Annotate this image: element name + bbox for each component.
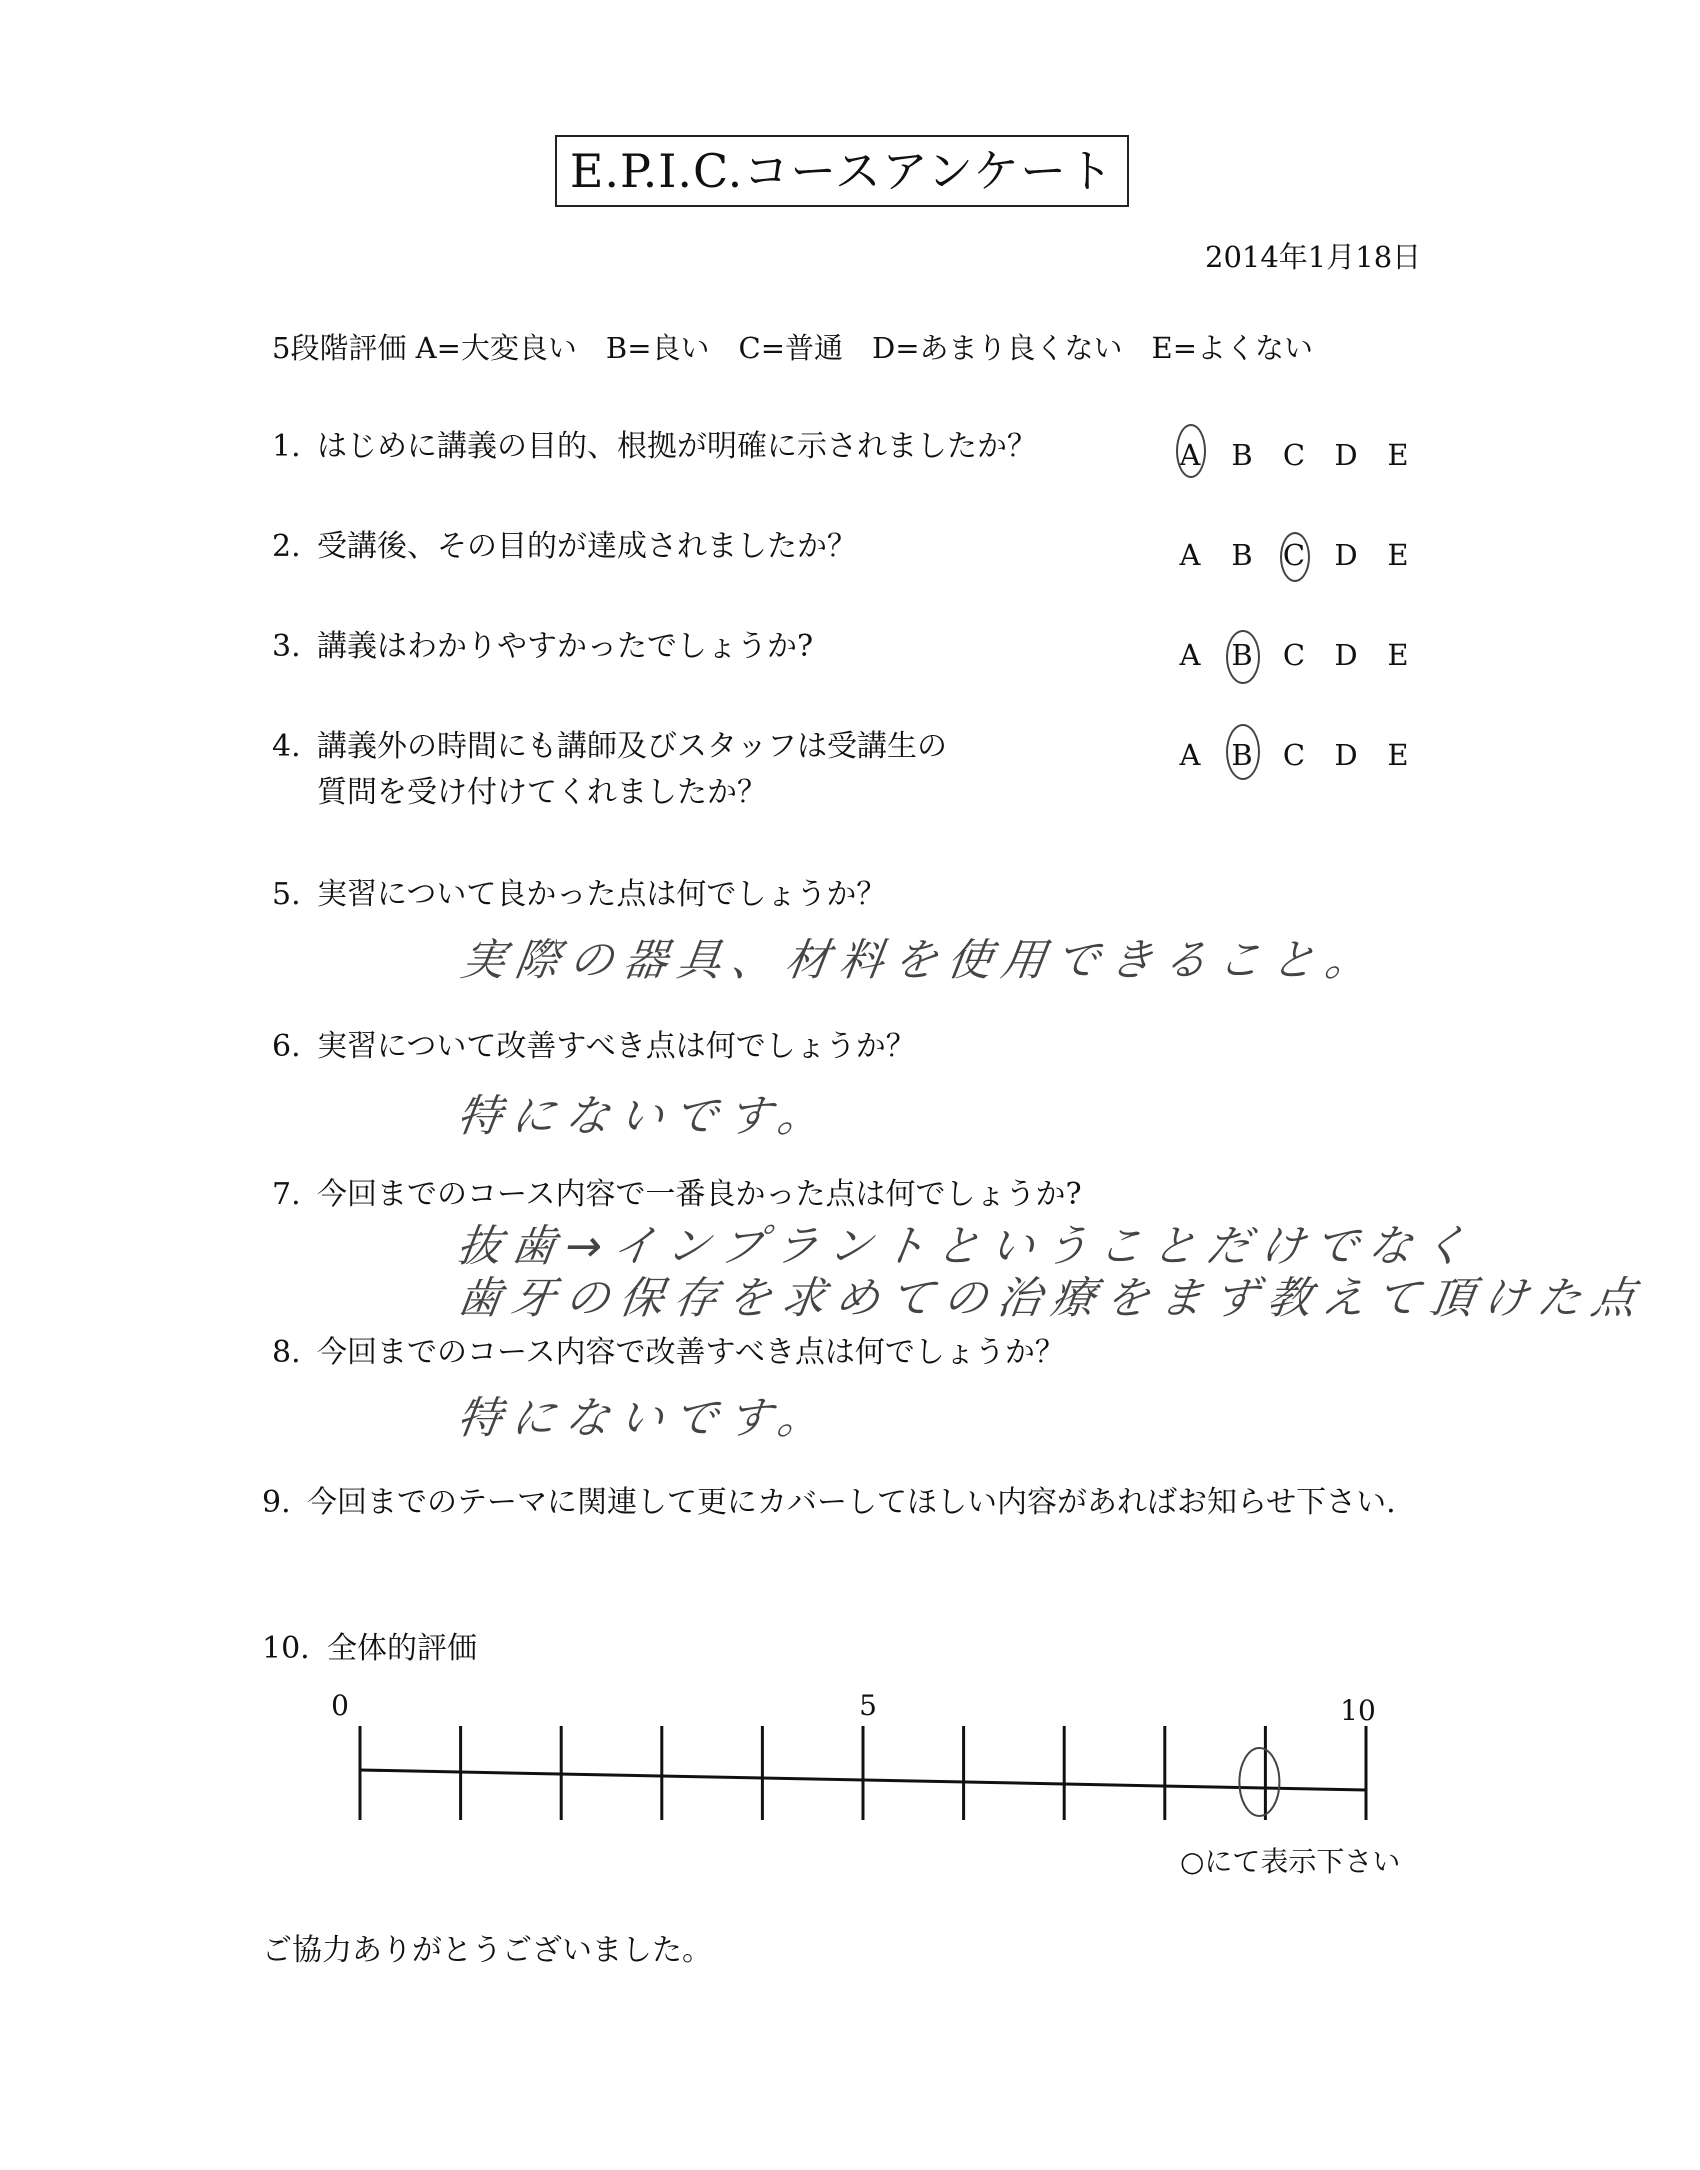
choice-c[interactable]: C [1282,438,1306,472]
question-number: 1. [272,429,301,464]
handwritten-answer-7-line-1: 抜歯→インプラントということだけでなく [453,1221,1480,1272]
question-text: 実習について改善すべき点は何でしょうか？ [317,1029,916,1064]
choice-d[interactable]: D [1334,638,1358,672]
choice-c[interactable]: C [1282,538,1306,572]
choice-b[interactable]: B [1231,438,1253,472]
question-text: 実習について良かった点は何でしょうか？ [317,877,887,912]
handwritten-answer-7-line-2: 歯牙の保存を求めての治療をまず教えて頂けた点 [453,1273,1649,1324]
thanks-message: ご協力ありがとうございました。 [262,1933,712,1968]
question-text-line-2: 質問を受け付けてくれましたか？ [317,775,767,810]
question-text: 講義外の時間にも講師及びスタッフは受講生の [317,729,947,764]
choice-a[interactable]: A [1179,538,1201,572]
selection-circle-mark [1239,1748,1279,1816]
question-number: 10. [262,1631,310,1666]
choice-a[interactable]: A [1179,638,1201,672]
question-number: 5. [272,877,301,912]
handwritten-answer-5: 実際の器具、材料を使用できること。 [457,935,1383,986]
question-number: 7. [272,1177,301,1212]
question-number: 3. [272,629,301,664]
choice-e[interactable]: E [1387,438,1409,472]
choice-d[interactable]: D [1334,538,1358,572]
question-number: 9. [262,1485,291,1520]
handwritten-answer-8: 特にないです。 [453,1393,836,1444]
question-text: 講義はわかりやすかったでしょうか? [317,629,814,664]
question-text: 全体的評価 [327,1631,477,1666]
circle-instruction-note: ○にて表示下さい [1180,1845,1401,1878]
question-number: 4. [272,729,301,764]
choice-d[interactable]: D [1334,438,1358,472]
rating-scale-legend: 5段階評価 A=大変良い B=良い C=普通 D=あまり良くない E=よくない [272,331,1314,365]
choice-b[interactable]: B [1231,638,1253,672]
scale-mid-label: 5 [859,1689,877,1722]
choice-a[interactable]: A [1179,438,1201,472]
question-text: 受講後、その目的が達成されましたか？ [317,529,857,564]
scale-min-label: 0 [331,1689,349,1722]
question-text: はじめに講義の目的、根拠が明確に示されましたか？ [317,429,1037,464]
choice-a[interactable]: A [1179,738,1201,772]
choice-b[interactable]: B [1231,538,1253,572]
scale-max-label: 10 [1340,1694,1376,1727]
choice-e[interactable]: E [1387,638,1409,672]
choice-c[interactable]: C [1282,738,1306,772]
question-text: 今回までのコース内容で一番良かった点は何でしょうか? [317,1177,1082,1212]
question-number: 6. [272,1029,301,1064]
choice-d[interactable]: D [1334,738,1358,772]
choice-e[interactable]: E [1387,738,1409,772]
choice-c[interactable]: C [1282,638,1306,672]
handwritten-answer-6: 特にないです。 [453,1091,836,1142]
question-text: 今回までのテーマに関連して更にカバーしてほしい内容があればお知らせ下さい. [307,1485,1396,1520]
survey-title: E.P.I.C.コースアンケート [555,135,1129,207]
choice-b[interactable]: B [1231,738,1253,772]
question-number: 8. [272,1335,301,1370]
question-text: 今回までのコース内容で改善すべき点は何でしょうか？ [317,1335,1065,1370]
scale-ticks [360,1726,1366,1820]
survey-date: 2014年1月18日 [1205,240,1422,274]
question-number: 2. [272,529,301,564]
choice-e[interactable]: E [1387,538,1409,572]
